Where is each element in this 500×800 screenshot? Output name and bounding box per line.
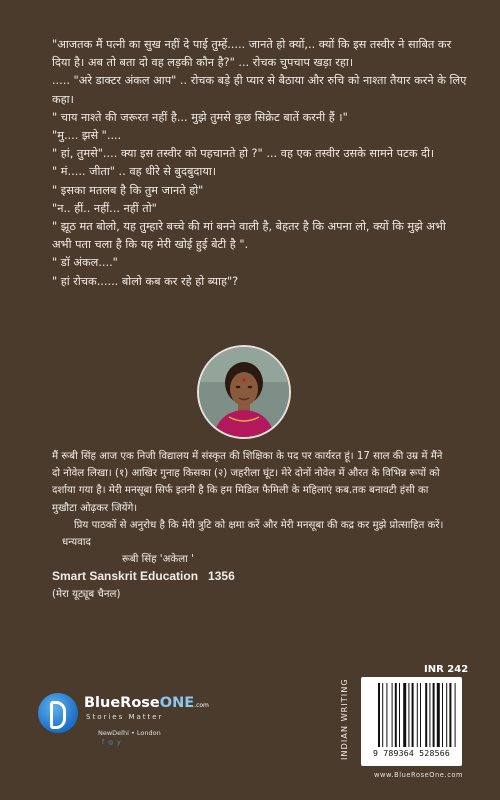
brand-main: BlueRose: [84, 695, 160, 711]
brand-one: ONE: [159, 695, 195, 711]
bluerose-logo-icon: [38, 693, 78, 733]
excerpt-line: ..... "अरे डाक्टर अंकल आप" .. रोचक बड़े ही प्यार से बैठाया और रुचि को नाश्ता तैयार करने के लिए कहा।: [52, 74, 467, 106]
excerpt-line: " हां, तुमसे".... क्या इस तस्वीर को पहचानते हो ?" ... वह एक तस्वीर उसके सामने पटक दी।: [52, 147, 435, 161]
author-portrait-image: [199, 347, 289, 437]
excerpt-line: "न.. हीं.. नहीं... नहीं तो": [52, 201, 157, 215]
excerpt-line: " डॉ अंकल....": [52, 256, 118, 270]
isbn-digits: 9 789364 528566: [373, 748, 450, 758]
isbn-barcode: [361, 677, 462, 766]
publisher-cities: NewDelhi • London: [98, 729, 161, 737]
author-bio: [52, 448, 452, 603]
bio-paragraph: प्रिय पाठकों से अनुरोध है कि मेरी त्रुटि को क्षमा करें और मेरी मनसूबा की कद्र कर मुझे प्रोत्साहित करें।: [74, 519, 444, 531]
publisher-tagline: Stories Matter: [86, 713, 164, 721]
channel-name: Smart Sanskrit Education: [52, 569, 199, 584]
excerpt-line: " झूठ मत बोलो, यह तुम्हारे बच्चे की मां बनने वाली है, बेहतर है कि अपना लो, क्यों कि मुझे अभी अभी पता चला है कि यह मेरी खोई हुई बेटी है ".: [52, 220, 446, 252]
barcode-icon: [378, 683, 456, 747]
excerpt-line: " चाय नाश्ते की जरूरत नहीं है... मुझे तुमसे कुछ सिक्रेट बातें करनी हैं ।": [52, 110, 348, 124]
youtube-channel: [52, 568, 452, 585]
channel-note: (मेरा यूट्यूब चैनल): [52, 588, 121, 600]
author-signature: रूबी सिंह 'अकेला ': [122, 554, 194, 566]
brand-suffix: .com: [194, 702, 209, 709]
genre-label: INDIAN WRITING: [339, 678, 349, 760]
bio-paragraph: मैं रूबी सिंह आज एक निजी विद्यालय में संस्कृत की शिक्षिका के पद पर कार्यरत हूं। 17 साल की उम्र में मैंने दो नोवेल लिखा। (१) आखिर गुनाह किसका (२) जहरीला घूंट। मेरे दोनों नोवेल में औरत के विभिन्न रूपों को दर्शाया गया है। मेरी मनसूबा सिर्फ इतनी है कि हम मिडिल फैमिली के महिलाएं कब.तक बनावटी हंसी का मुखौटा ओढ़कर जियेंगे।: [52, 451, 443, 514]
excerpt-line: " मं..... जीता" .. वह धीरे से बुदबुदाया।: [52, 165, 217, 179]
back-cover-excerpt: [52, 36, 467, 291]
thanks-text: धन्यवाद: [62, 537, 91, 549]
publisher-logo: [38, 691, 209, 751]
excerpt-line: " इसका मतलब है कि तुम जानते हो": [52, 183, 204, 197]
social-icons: f ◎ y: [102, 739, 122, 746]
author-photo: [197, 345, 291, 439]
price-label: INR 242: [424, 664, 469, 675]
excerpt-line: "आजतक मैं पत्नी का सुख नहीं दे पाई तुम्हें..... जानते हो क्यों,.. क्यों कि इस तस्वीर ने साबित कर दिया है। अब तो बता दो वह लड़की कौन है?" ... रोचक चुपचाप खड़ा रहा।: [52, 38, 452, 70]
excerpt-line: " हां रोचक...... बोलो कब कर रहे हो ब्याह"?: [52, 274, 239, 288]
excerpt-line: "मु.... झसे "....: [52, 129, 122, 143]
channel-code: 1356: [208, 569, 235, 584]
publisher-brand: [84, 695, 209, 711]
publisher-website: www.BlueRoseOne.com: [374, 771, 464, 779]
